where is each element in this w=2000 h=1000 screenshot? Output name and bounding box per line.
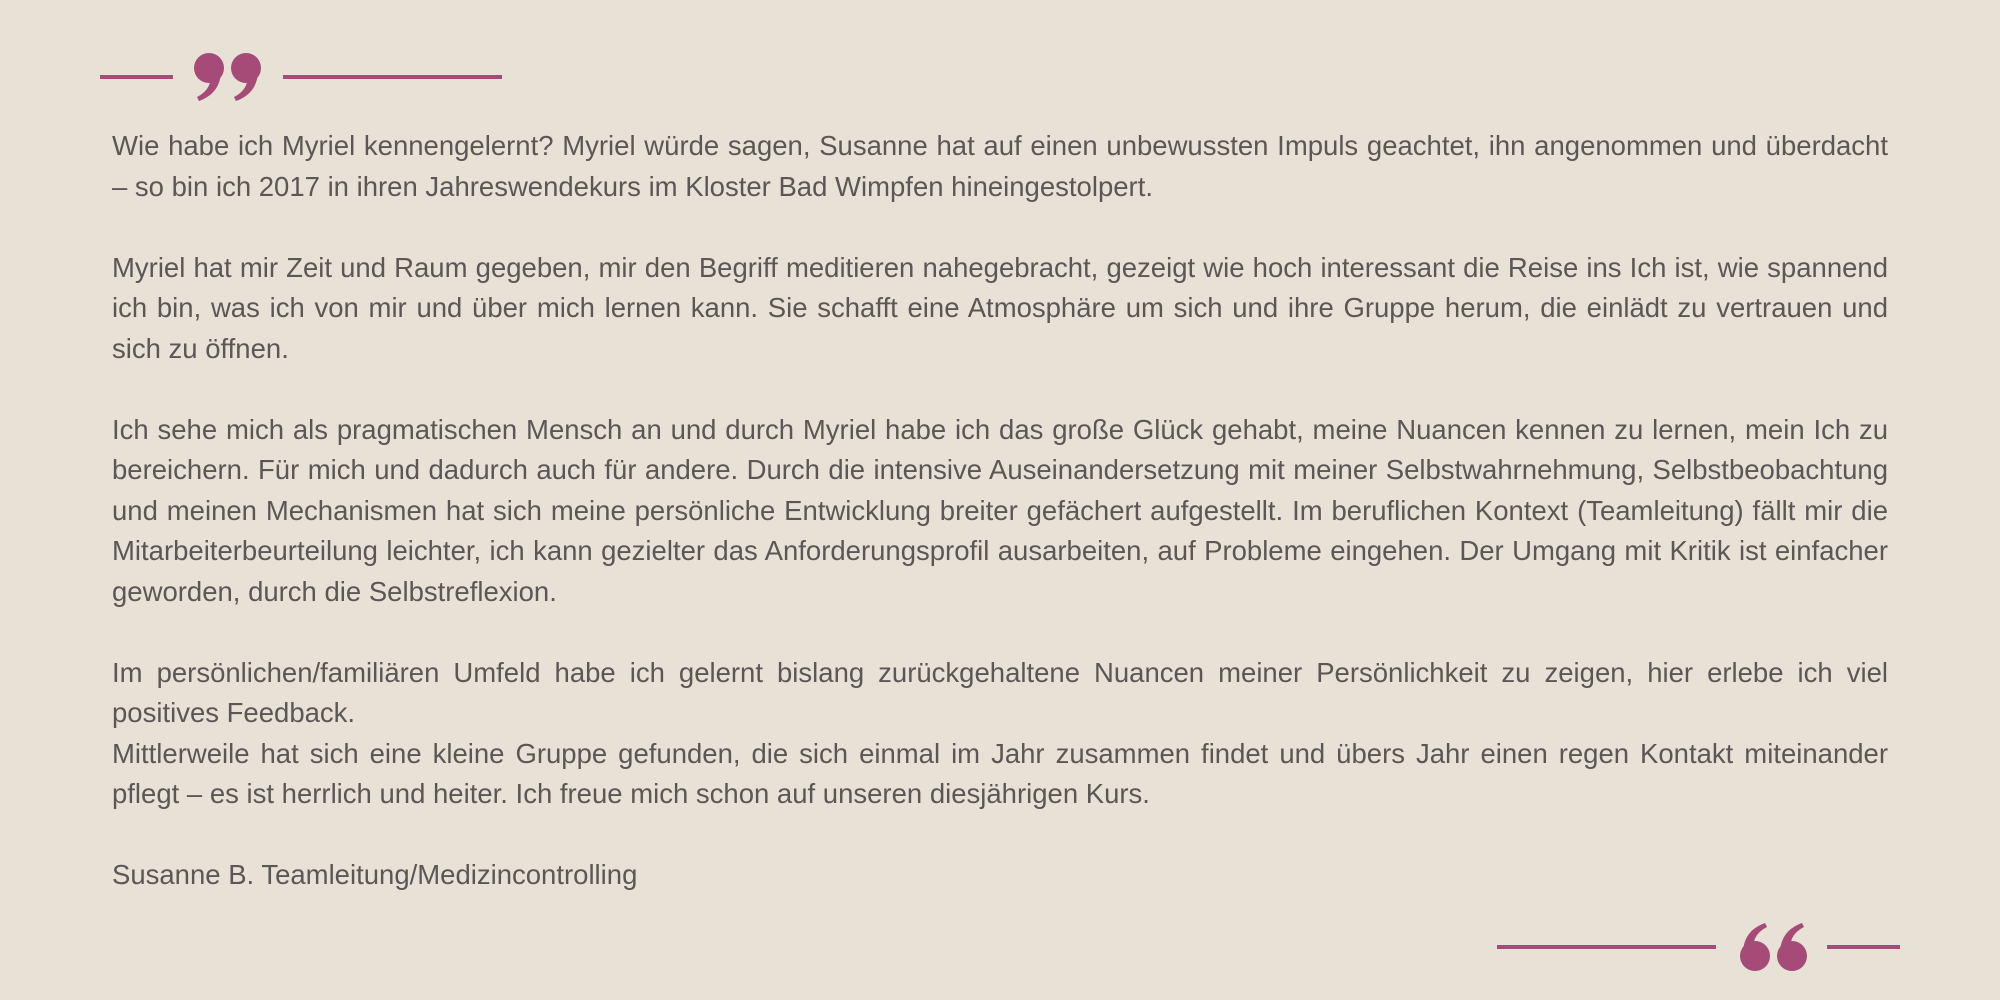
testimonial-paragraph-5: Mittlerweile hat sich eine kleine Gruppe gefunden, die sich einmal im Jahr zusammen findet und übers Jahr einen regen Kontakt miteinander pflegt – es ist herrlich und heiter. Ich freue mich schon auf unseren diesjährigen Kurs. xyxy=(112,737,1888,809)
bottom-quote-mark-icon xyxy=(1734,922,1808,972)
testimonial-body xyxy=(112,126,1888,896)
top-left-rule xyxy=(100,75,173,79)
testimonial-paragraph-1: Wie habe ich Myriel kennengelernt? Myriel würde sagen, Susanne hat auf einen unbewussten Impuls geachtet, ihn angenommen und überdacht – so bin ich 2017 in ihren Jahreswendekurs im Kloster Bad Wimpfen hineingestolpert. xyxy=(112,130,1888,202)
bottom-right-rule xyxy=(1827,945,1900,949)
testimonial-paragraph-3: Ich sehe mich als pragmatischen Mensch an und durch Myriel habe ich das große Glück gehabt, meine Nuancen kennen zu lernen, mein Ich zu bereichern. Für mich und dadurch auch für andere. Durch die intensive Auseinandersetzung mit meiner Selbstwahrnehmung, Selbstbeobachtung und meinen Mechanismen hat sich meine persönliche Entwicklung breiter gefächert aufgestellt. Im beruflichen Kontext (Teamleitung) fällt mir die Mitarbeiterbeurteilung leichter, ich kann gezielter das Anforderungsprofil ausarbeiten, auf Probleme eingehen. Der Umgang mit Kritik ist einfacher geworden, durch die Selbstreflexion. xyxy=(112,413,1888,607)
top-right-rule xyxy=(283,75,502,79)
bottom-left-rule xyxy=(1497,945,1716,949)
testimonial-paragraph-4: Im persönlichen/familiären Umfeld habe ich gelernt bislang zurückgehaltene Nuancen meiner Persönlichkeit zu zeigen, hier erlebe ich viel positives Feedback. xyxy=(112,656,1888,728)
testimonial-paragraph-2: Myriel hat mir Zeit und Raum gegeben, mir den Begriff meditieren nahegebracht, gezeigt wie hoch interessant die Reise ins Ich ist, wie spannend ich bin, was ich von mir und über mich lernen kann. Sie schafft eine Atmosphäre um sich und ihre Gruppe herum, die einlädt zu vertrauen und sich zu öffnen. xyxy=(112,251,1888,364)
testimonial-signature: Susanne B. Teamleitung/Medizincontrolling xyxy=(112,859,638,890)
top-quote-mark-icon xyxy=(193,52,267,102)
